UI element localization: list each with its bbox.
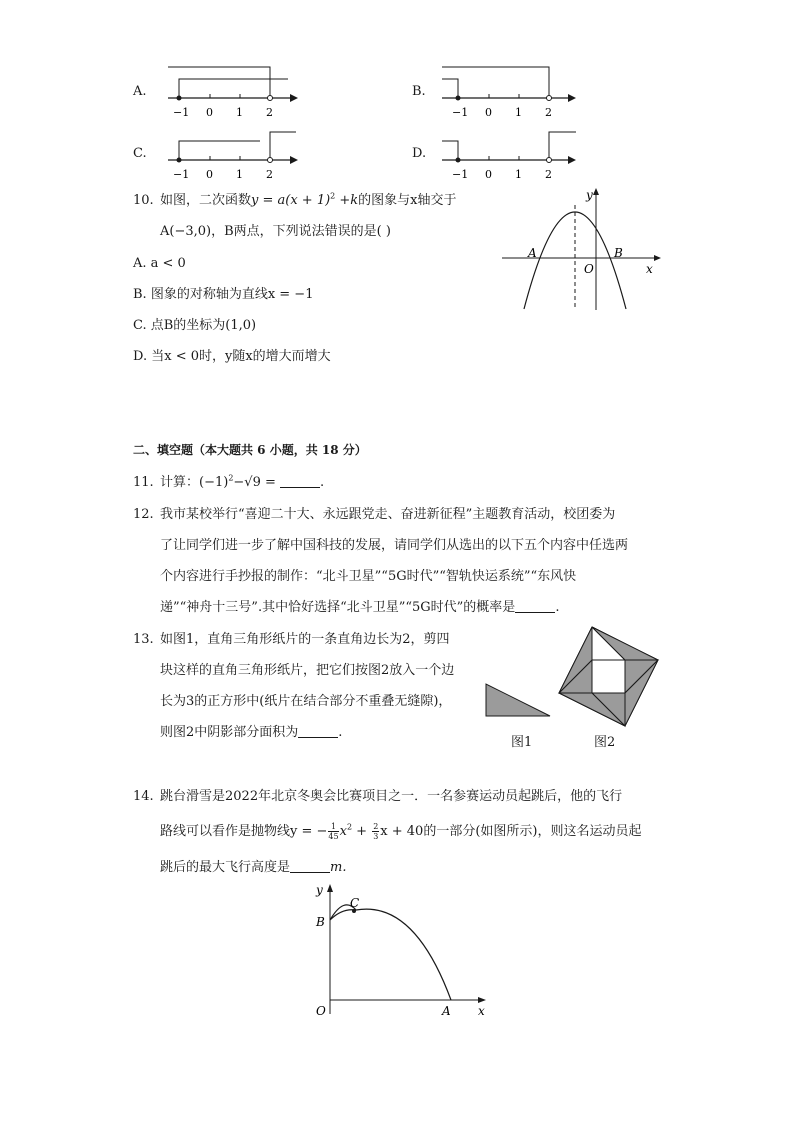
q14-line2: 路线可以看作是抛物线y = − $\frac{1}{45}$ $x^2$ + $\frac{2}{3}$ x + 40的一部分(如图所示)，则这名运动员起 bbox=[160, 822, 642, 841]
q13-line3: 长为3的正方形中(纸片在结合部分不重叠无缝隙)， bbox=[160, 694, 452, 709]
svg-text:0: 0 bbox=[485, 168, 492, 181]
q12-line3: 个内容进行手抄报的制作：“北斗卫星”“5G时代”“智轨快运系统”“东风快 bbox=[160, 569, 577, 584]
q12-line4: 递”“神舟十三号”.其中恰好选择“北斗卫星”“5G时代”的概率是 . bbox=[160, 600, 560, 615]
svg-text:A: A bbox=[528, 246, 537, 260]
q13-line2: 块这样的直角三角形纸片，把它们按图2放入一个边 bbox=[160, 663, 455, 678]
svg-text:O: O bbox=[316, 1004, 326, 1018]
answer-blank bbox=[280, 474, 320, 488]
q13-figure-1-caption: 图1 bbox=[511, 735, 533, 750]
q10-line2: A(−3,0)，B两点，下列说法错误的是( ) bbox=[160, 224, 391, 239]
q10-option-b: B. 图象的对称轴为直线x = −1 bbox=[133, 287, 314, 302]
svg-text:O: O bbox=[584, 262, 594, 276]
q11-text: 计算：$(-1)^2-√9$ = . bbox=[160, 473, 325, 490]
q10-parabola-graph bbox=[498, 185, 668, 315]
svg-text:−1: −1 bbox=[452, 106, 469, 119]
q10-line1: 如图，二次函数$y = a(x + 1)^2 +k$的图象与x轴交于 bbox=[160, 191, 457, 208]
option-d-number-line bbox=[438, 124, 578, 182]
q14-number: 14. bbox=[133, 789, 154, 804]
q14-trajectory-graph bbox=[308, 880, 498, 1020]
tick-label: 2 bbox=[266, 106, 273, 119]
fraction: $\frac{1}{45}$ bbox=[328, 822, 339, 841]
svg-text:y: y bbox=[586, 188, 593, 202]
q13-figure-1-triangle bbox=[482, 680, 554, 720]
svg-text:A: A bbox=[442, 1004, 451, 1018]
answer-blank bbox=[298, 724, 338, 738]
svg-text:B: B bbox=[614, 246, 623, 260]
option-c-label: C. bbox=[133, 146, 147, 161]
tick-label: 0 bbox=[206, 106, 213, 119]
svg-text:1: 1 bbox=[515, 168, 522, 181]
svg-text:2: 2 bbox=[545, 106, 552, 119]
option-d-label: D. bbox=[412, 146, 427, 161]
q14-line3: 跳后的最大飞行高度是 m. bbox=[160, 860, 347, 875]
fraction: $\frac{2}{3}$ bbox=[373, 822, 379, 841]
svg-text:1: 1 bbox=[236, 168, 243, 181]
svg-text:2: 2 bbox=[266, 168, 273, 181]
q12-line2: 了让同学们进一步了解中国科技的发展，请同学们从选出的以下五个内容中任选两 bbox=[160, 538, 629, 553]
q12-number: 12. bbox=[133, 507, 154, 522]
svg-text:−1: −1 bbox=[173, 168, 190, 181]
answer-blank bbox=[290, 859, 330, 873]
q10-option-a: A. a < 0 bbox=[133, 256, 186, 271]
option-c-number-line bbox=[160, 124, 300, 182]
q13-line1: 如图1，直角三角形纸片的一条直角边长为2，剪四 bbox=[160, 632, 450, 647]
option-a-number-line bbox=[160, 62, 300, 120]
q13-line4: 则图2中阴影部分面积为 . bbox=[160, 725, 343, 740]
q12-line1: 我市某校举行“喜迎二十大、永远跟党走、奋进新征程”主题教育活动，校团委为 bbox=[160, 507, 616, 522]
answer-blank bbox=[515, 599, 555, 613]
option-b-label: B. bbox=[412, 84, 426, 99]
tick-label: −1 bbox=[173, 106, 190, 119]
svg-text:C: C bbox=[350, 896, 360, 910]
q10-number: 10. bbox=[133, 193, 154, 208]
option-b-number-line bbox=[438, 62, 578, 120]
option-a-label: A. bbox=[133, 84, 147, 99]
svg-text:2: 2 bbox=[545, 168, 552, 181]
q13-figure-2-caption: 图2 bbox=[594, 735, 616, 750]
svg-text:B: B bbox=[316, 915, 325, 929]
q13-number: 13. bbox=[133, 632, 154, 647]
svg-text:x: x bbox=[646, 262, 653, 276]
svg-text:0: 0 bbox=[206, 168, 213, 181]
q11-number: 11. bbox=[133, 475, 154, 490]
tick-label: 1 bbox=[236, 106, 243, 119]
q13-figure-2-square bbox=[556, 624, 662, 730]
q10-option-c: C. 点B的坐标为(1,0) bbox=[133, 318, 257, 333]
svg-text:0: 0 bbox=[485, 106, 492, 119]
svg-text:y: y bbox=[316, 883, 323, 897]
q14-line1: 跳台滑雪是2022年北京冬奥会比赛项目之一．一名参赛运动员起跳后，他的飞行 bbox=[160, 789, 623, 804]
svg-text:x: x bbox=[478, 1004, 485, 1018]
section-title: 二、填空题（本大题共 6 小题，共 18 分） bbox=[133, 443, 367, 457]
svg-text:1: 1 bbox=[515, 106, 522, 119]
svg-text:−1: −1 bbox=[452, 168, 469, 181]
q10-option-d: D. 当x < 0时，y随x的增大而增大 bbox=[133, 349, 331, 364]
